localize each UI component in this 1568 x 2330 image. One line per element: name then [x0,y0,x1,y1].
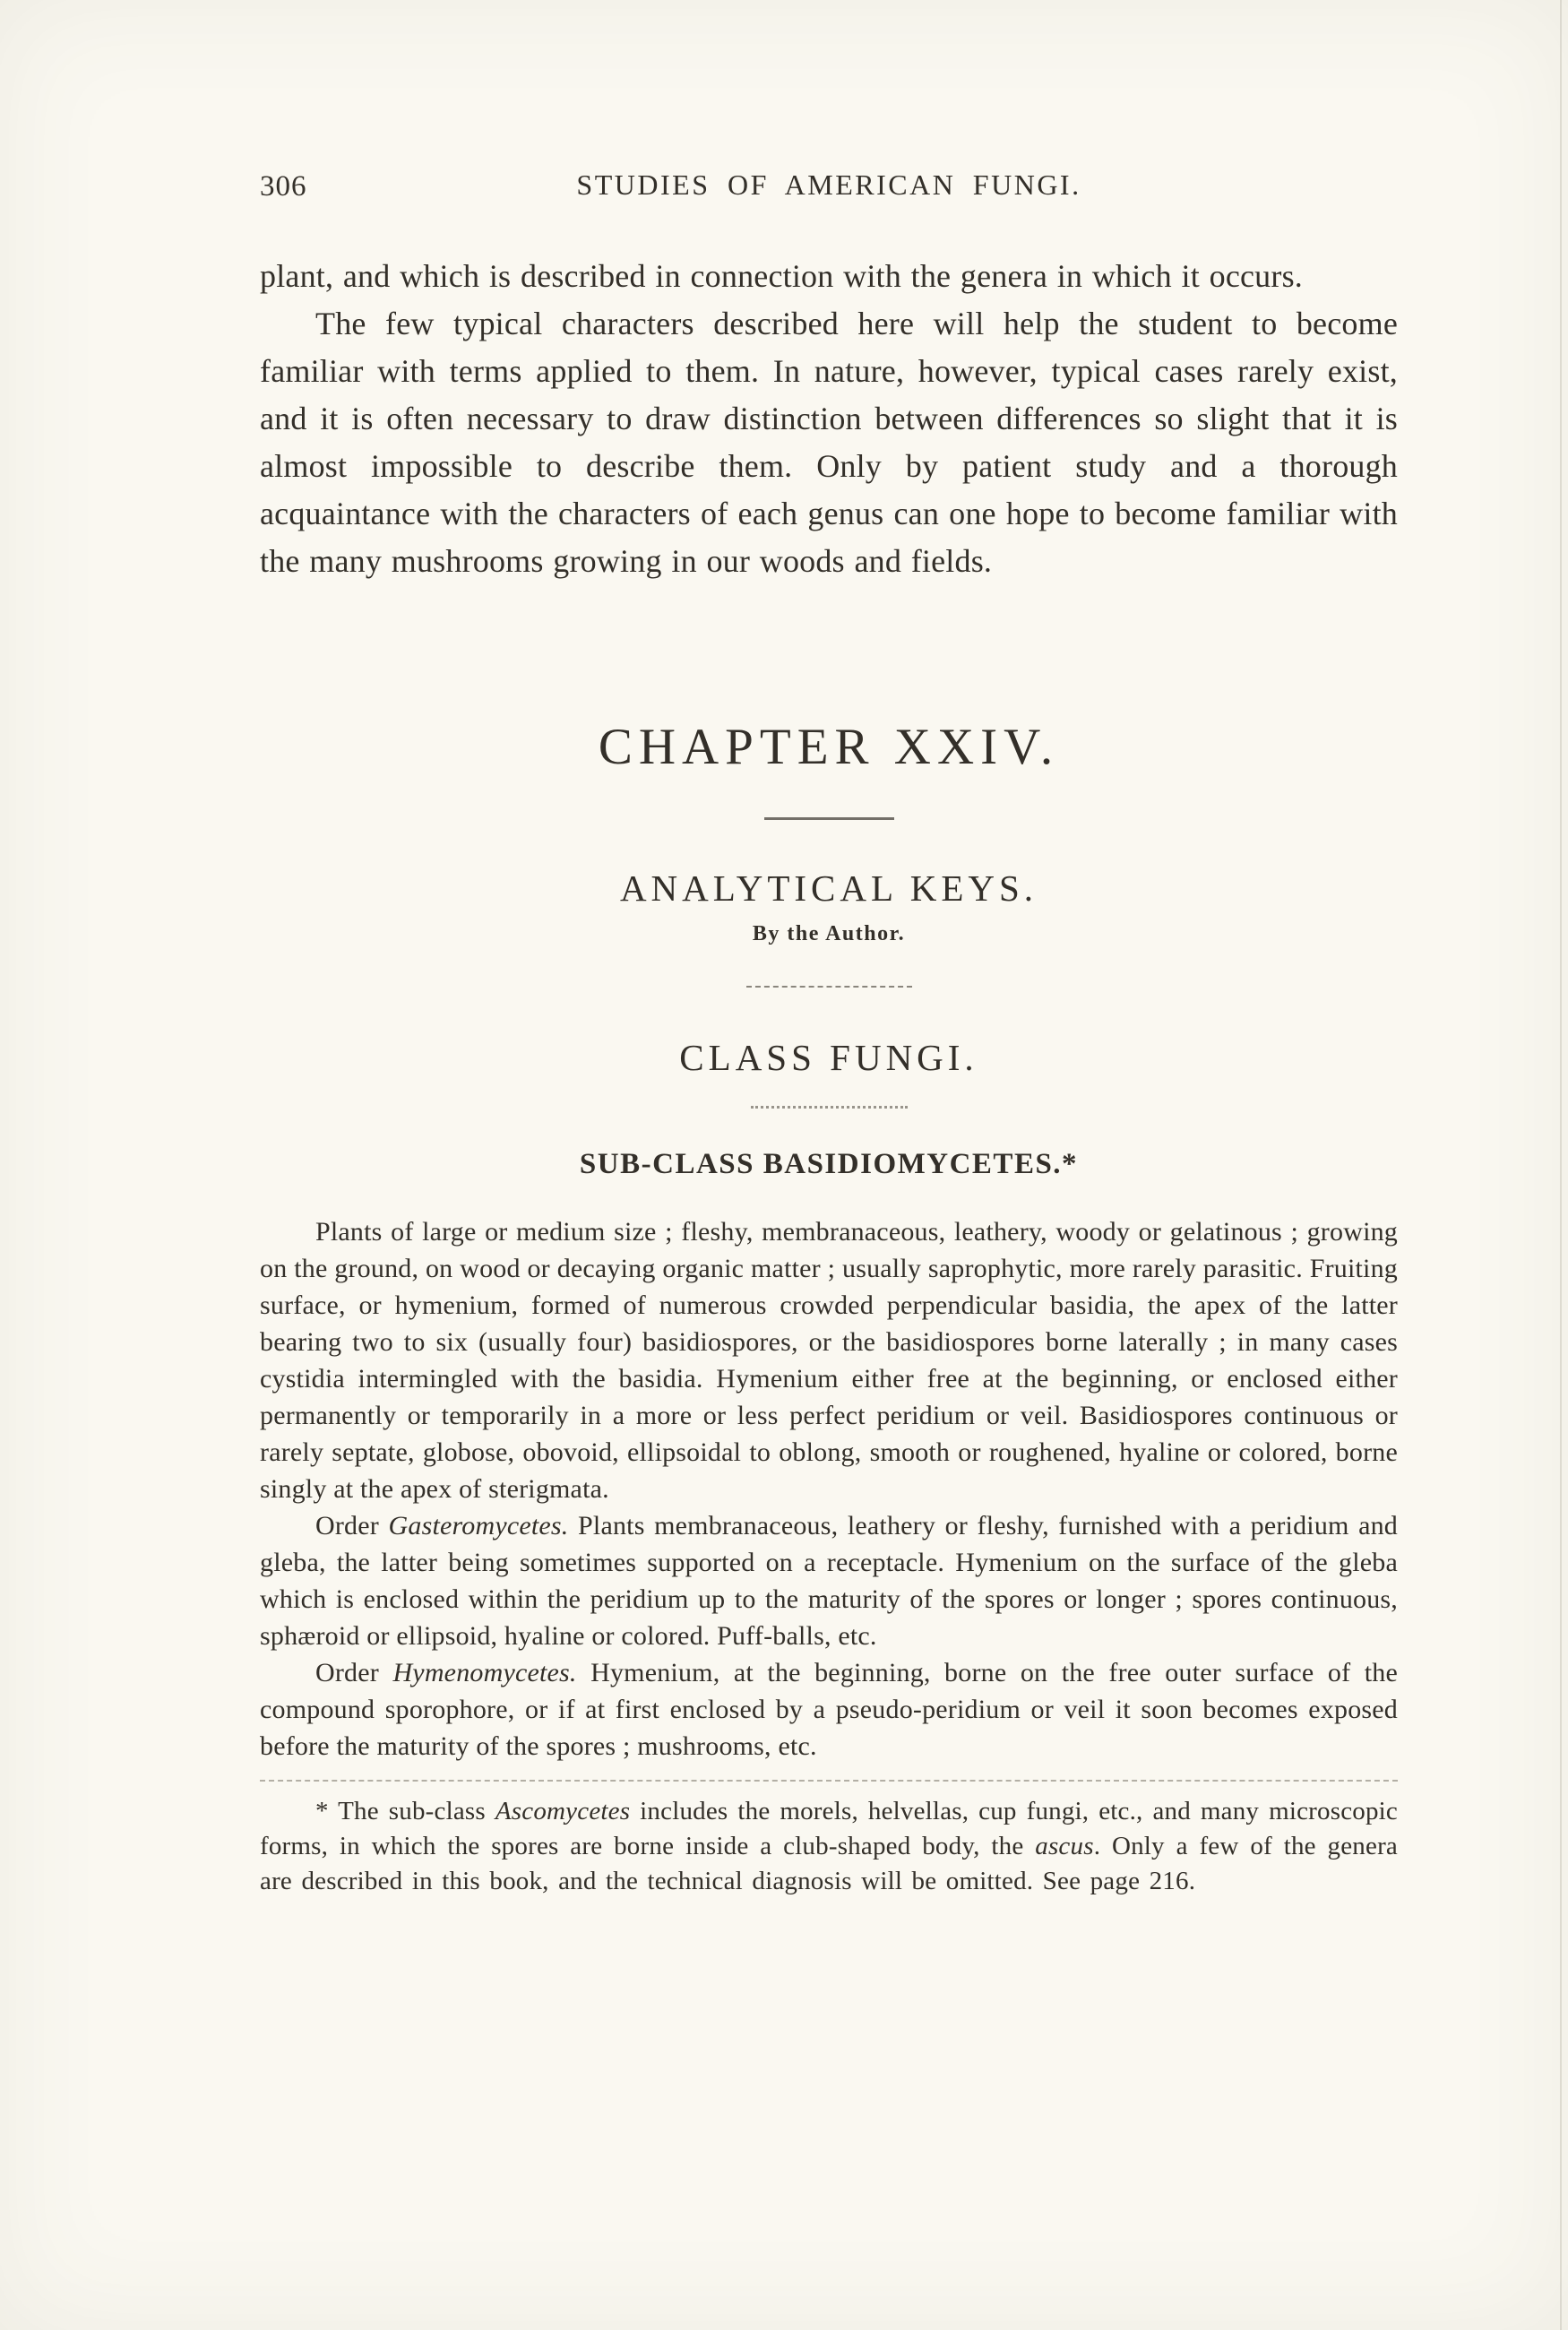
footnote-text: includes the morels, helvellas, cup fungi, etc., and many microscopic forms, in which the spores are borne inside a club-shaped body, the [260,1797,1399,1860]
footnote-text: . Only a few of the genera are described in this book, and the technical diagnosis will be omitted. See page 216. [260,1832,1399,1895]
footnote-divider [260,1780,1398,1782]
intro-paragraph-2: The few typical characters described here will help the student to become familiar with terms applied to them. In nature, however, typical cases rarely exist, and it is often necessary to draw distinction between differences so slight that it is almost impossible to describe them. Only by patient study and a thorough acquaintance with the characters of each genus can one hope to become familiar with the many mushrooms growing in our woods and fields. [260,306,1398,579]
footnote-term-ascomycetes: Ascomycetes [495,1797,631,1825]
chapter-divider [764,817,894,820]
footnote-text: * The sub-class [315,1797,495,1825]
page-number: 306 [260,170,307,203]
class-title: CLASS FUNGI. [679,1037,978,1078]
footnote [260,1794,1398,1899]
byline-divider [746,986,912,988]
byline: By the Author. [752,922,906,945]
section-title: ANALYTICAL KEYS. [619,867,1038,909]
running-header-title: STUDIES OF AMERICAN FUNGI. [576,168,1081,201]
subclass-title: SUB-CLASS BASIDIOMYCETES.* [579,1148,1079,1180]
order-label: Order [315,1511,389,1540]
order-label: Order [315,1658,393,1687]
running-head [260,168,1398,206]
body-paragraph-basidiomycetes: Plants of large or medium size ; fleshy, membranaceous, leathery, woody or gelatinous ; growing on the ground, on wood or decaying organic matter ; usually saprophytic, more rarely parasitic. Fruiting surface, or hymenium, formed of numerous crowded perpendicular basidia, the apex of the latter bearing two to six (usually four) basidiospores, or the basidiospores borne laterally ; in many cases cystidia intermingled with the basidia. Hymenium either free at the beginning, or enclosed either permanently or temporarily in a more or less perfect peridium or veil. Basidiospores continuous or rarely septate, globose, obovoid, ellipsoidal to oblong, smooth or roughened, hyaline or colored, borne singly at the apex of sterigmata. [260,1217,1398,1504]
order-description: Plants membranaceous, leathery or fleshy, furnished with a peridium and gleba, the latter being sometimes supported on a receptacle. Hymenium on the surface of the gleba which is enclosed within the peridium up to the maturity of the spores or longer ; spores continuous, sphæroid or ellipsoid, hyaline or colored. Puff-balls, etc. [260,1511,1398,1651]
class-divider [751,1106,908,1109]
body-paragraph-gasteromycetes [260,1507,1398,1654]
intro-paragraph-1: plant, and which is described in connection with the genera in which it occurs. [260,258,1303,294]
chapter-title: CHAPTER XXIV. [598,719,1060,775]
order-description: Hymenium, at the beginning, borne on the free outer surface of the compound sporophore, or if at first enclosed by a pseudo-peridium or veil it soon becomes exposed before the maturity of the spores ; mushrooms, etc. [260,1658,1398,1761]
footnote-term-ascus: ascus [1035,1832,1094,1860]
order-name-gasteromycetes: Gasteromycetes. [388,1511,569,1540]
body-paragraph-hymenomycetes [260,1654,1398,1765]
order-name-hymenomycetes: Hymenomycetes. [392,1658,577,1687]
